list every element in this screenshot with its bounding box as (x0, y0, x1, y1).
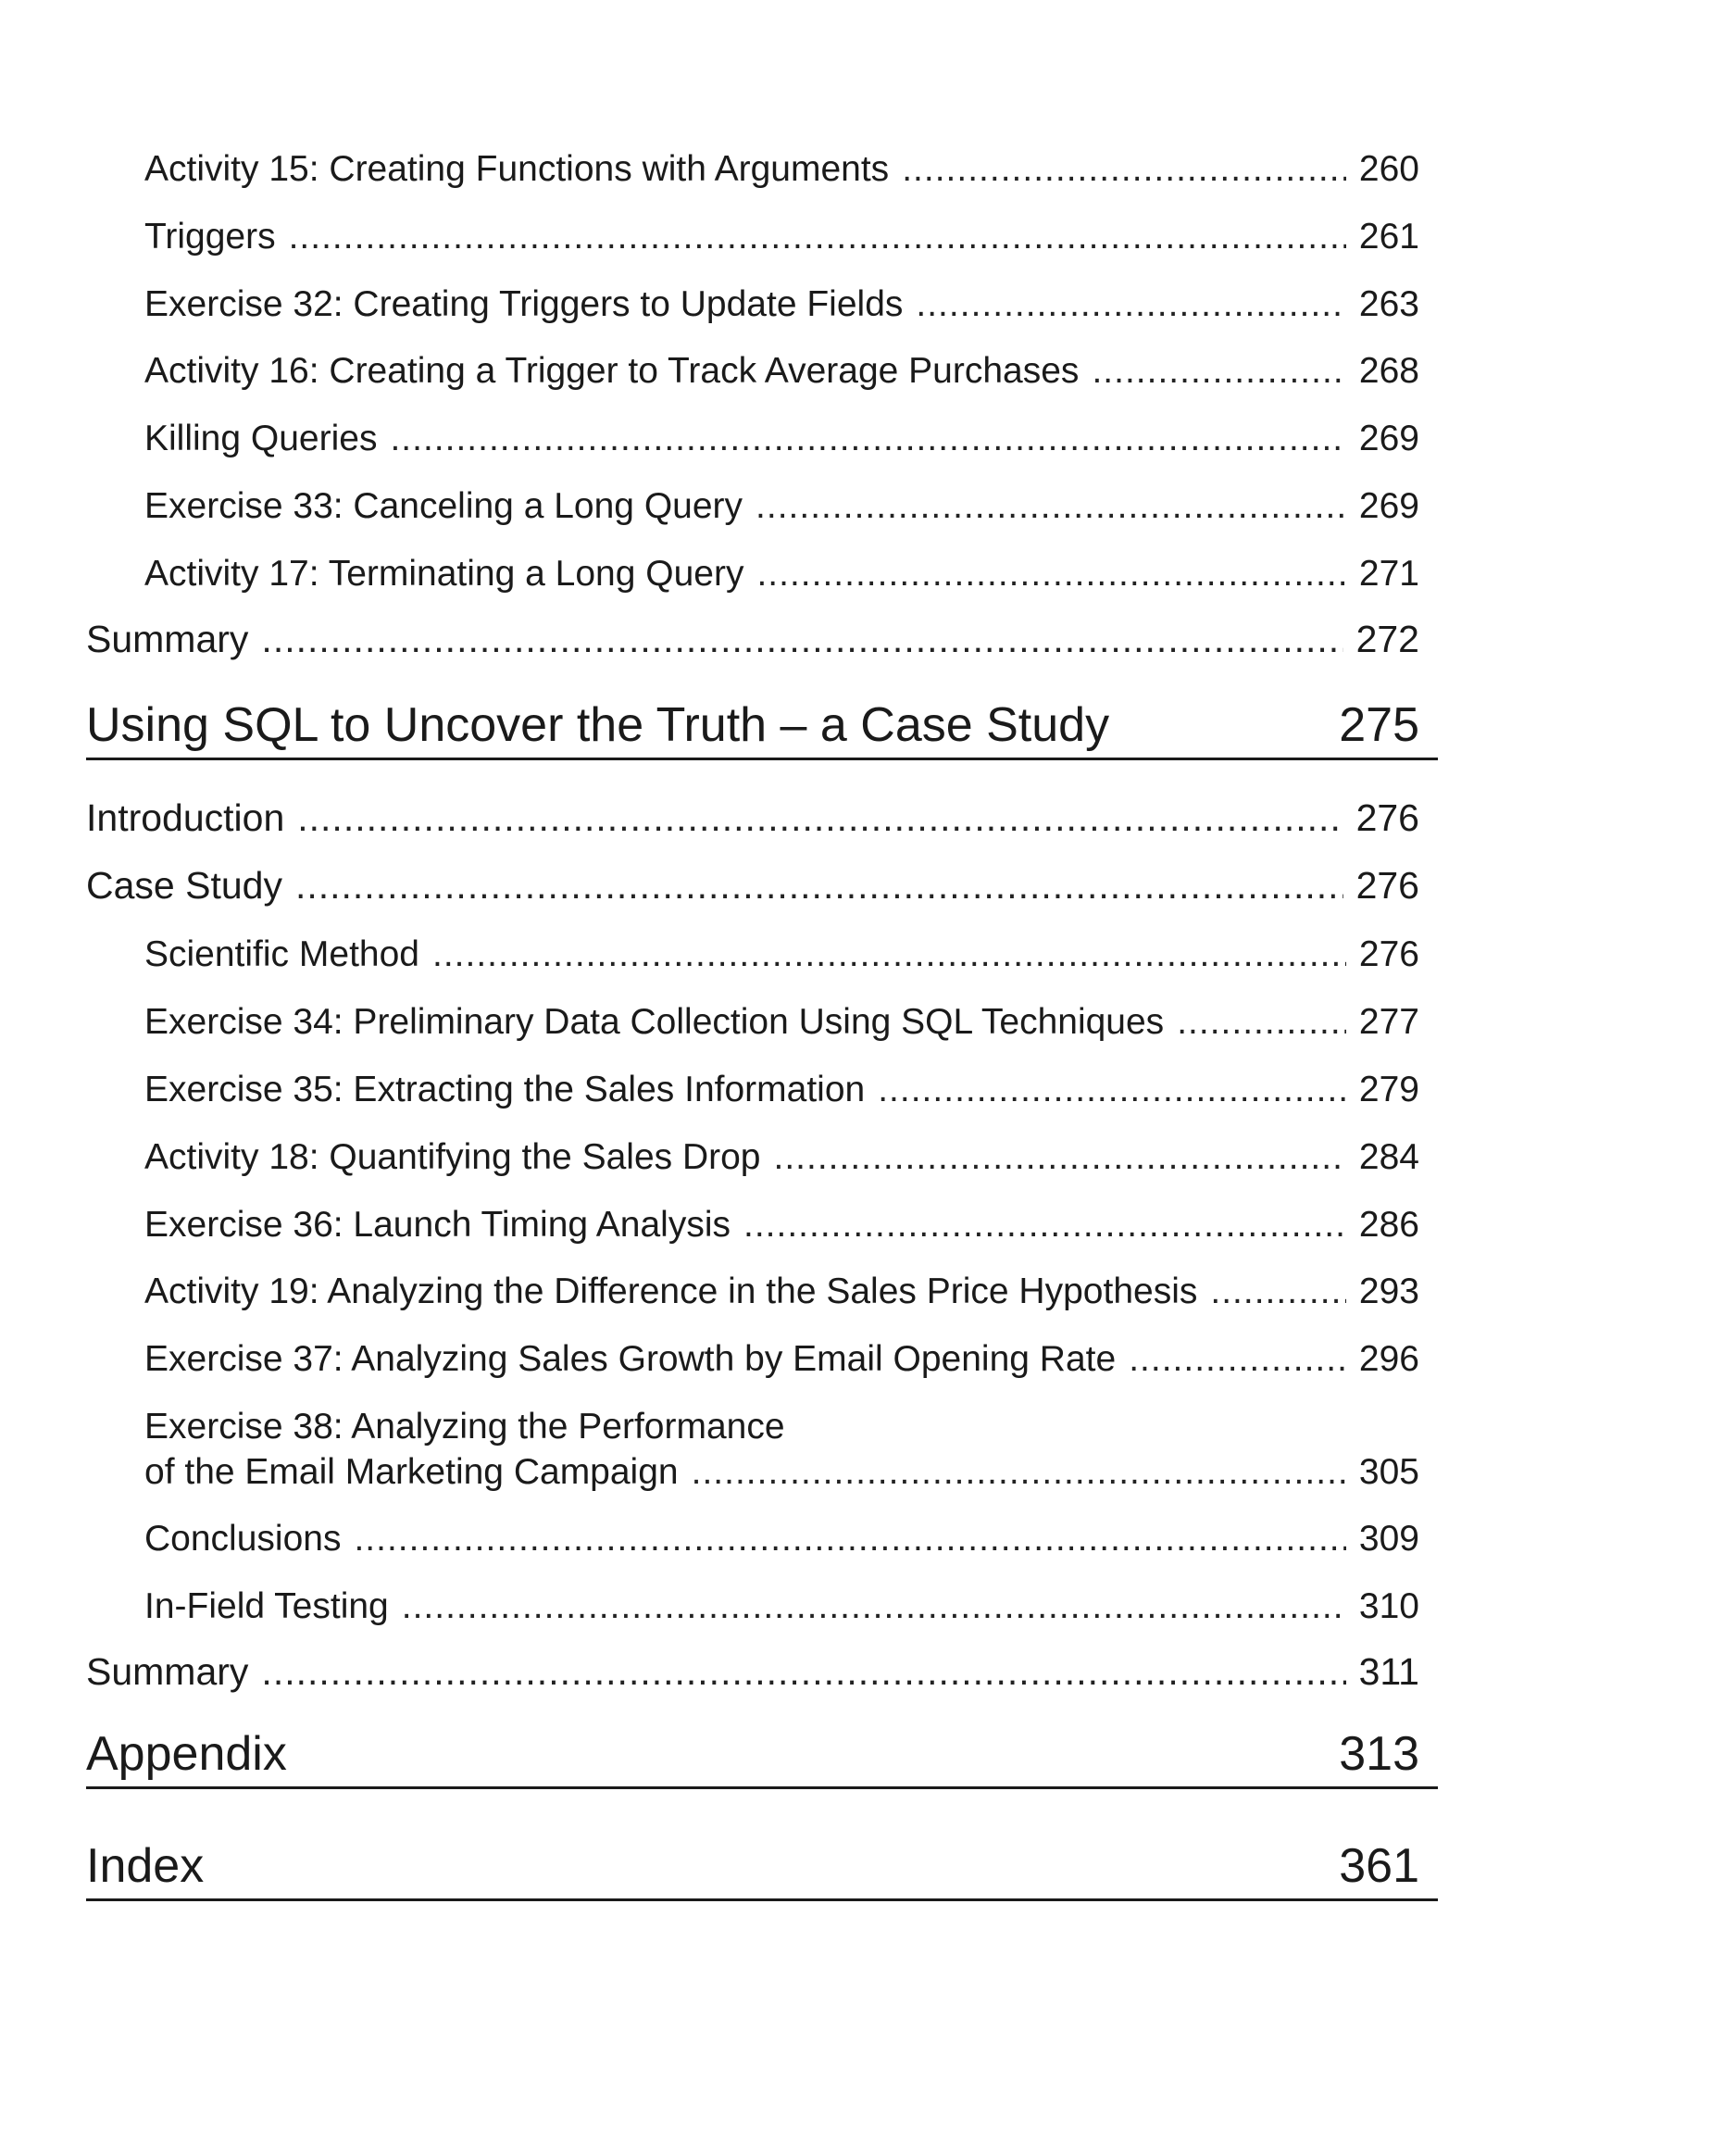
toc-entry-title: Exercise 36: Launch Timing Analysis (144, 1205, 731, 1245)
toc-entry-title: Activity 19: Analyzing the Difference in the Sales Price Hypothesis (144, 1271, 1198, 1311)
dot-leader (295, 863, 1343, 908)
dot-leader (743, 1202, 1346, 1247)
dot-leader (1129, 1336, 1346, 1382)
toc-entry[interactable] (144, 1269, 1419, 1314)
dot-leader (902, 146, 1346, 192)
toc-entry[interactable] (86, 795, 1419, 841)
toc-entry-title-line1: Exercise 38: Analyzing the Performance (144, 1407, 785, 1447)
chapter-heading-appendix[interactable] (86, 1725, 1438, 1789)
toc-entry-title: Exercise 37: Analyzing Sales Growth by Email Opening Rate (144, 1339, 1117, 1379)
toc-entry[interactable] (144, 1584, 1419, 1629)
dot-leader (354, 1516, 1345, 1561)
toc-entry-title: Conclusions (144, 1519, 342, 1559)
toc-entry-page: 269 (1358, 419, 1419, 458)
toc-entry-title: Activity 18: Quantifying the Sales Drop (144, 1137, 761, 1177)
toc-entry[interactable] (144, 551, 1419, 596)
toc-entry-line2 (144, 1449, 1419, 1495)
toc-entry-page: 271 (1358, 554, 1419, 594)
toc-entry[interactable] (144, 1202, 1419, 1247)
toc-entry-title: Activity 16: Creating a Trigger to Track Average Purchases (144, 351, 1080, 391)
toc-entry-page: 286 (1358, 1205, 1419, 1245)
toc-entry-page: 310 (1358, 1586, 1419, 1626)
toc-entry-page: 279 (1358, 1070, 1419, 1109)
chapter-page: 275 (1339, 698, 1419, 752)
toc-entry[interactable] (144, 1516, 1419, 1561)
toc-entry-page: 260 (1358, 149, 1419, 189)
toc-entry-page: 268 (1358, 351, 1419, 391)
toc-entry-title: Scientific Method (144, 934, 419, 974)
toc-entry-page: 263 (1358, 284, 1419, 324)
dot-leader (756, 483, 1346, 529)
toc-entry-title: Exercise 33: Canceling a Long Query (144, 486, 743, 526)
toc-entry[interactable] (144, 214, 1419, 259)
dot-leader (261, 1649, 1345, 1695)
toc-entry-title: Exercise 35: Extracting the Sales Information (144, 1070, 866, 1109)
toc-entry-title: Case Study (86, 864, 282, 907)
dot-leader (774, 1134, 1346, 1180)
dot-leader (1092, 348, 1345, 394)
toc-entry-title: In-Field Testing (144, 1586, 389, 1626)
toc-entry-page: 276 (1358, 934, 1419, 974)
chapter-page: 313 (1339, 1727, 1419, 1781)
dot-leader (1210, 1269, 1346, 1314)
toc-entry-title: Exercise 32: Creating Triggers to Update Fields (144, 284, 904, 324)
toc-entry[interactable] (144, 932, 1419, 977)
chapter-title: Index (86, 1839, 205, 1893)
toc-entry-page: 305 (1358, 1452, 1419, 1492)
toc-entry-title: Summary (86, 618, 249, 660)
dot-leader (916, 282, 1346, 327)
dot-leader (402, 1584, 1346, 1629)
toc-entry[interactable] (144, 1067, 1419, 1112)
toc-entry-summary[interactable] (86, 1649, 1419, 1695)
chapter-title: Appendix (86, 1727, 287, 1781)
toc-entry-page: 309 (1358, 1519, 1419, 1559)
dot-leader (261, 617, 1343, 662)
chapter-title: Using SQL to Uncover the Truth – a Case Study (86, 698, 1110, 752)
toc-entry-page: 269 (1358, 486, 1419, 526)
toc-entry[interactable] (144, 999, 1419, 1045)
toc-entry-page: 284 (1358, 1137, 1419, 1177)
toc-entry-page: 296 (1358, 1339, 1419, 1379)
toc-entry-title: Activity 17: Terminating a Long Query (144, 554, 744, 594)
toc-entry-summary[interactable] (86, 617, 1419, 662)
toc-entry-title: Activity 15: Creating Functions with Arguments (144, 149, 890, 189)
toc-entry[interactable] (144, 348, 1419, 394)
toc-entry[interactable] (144, 146, 1419, 192)
toc-entry-page: 261 (1358, 217, 1419, 257)
dot-leader (878, 1067, 1346, 1112)
dot-leader (432, 932, 1346, 977)
toc-entry[interactable] (144, 282, 1419, 327)
toc-entry-page: 293 (1358, 1271, 1419, 1311)
toc-entry-title: Introduction (86, 796, 285, 839)
toc-entry-title-line2: of the Email Marketing Campaign (144, 1452, 679, 1492)
toc-entry[interactable] (86, 863, 1419, 908)
toc-entry-page: 276 (1355, 796, 1419, 839)
dot-leader (692, 1449, 1346, 1495)
toc-entry-title: Summary (86, 1650, 249, 1693)
dot-leader (1177, 999, 1346, 1045)
toc-entry-title: Killing Queries (144, 419, 378, 458)
dot-leader (390, 416, 1345, 461)
toc-entry[interactable] (144, 1336, 1419, 1382)
chapter-heading-case-study[interactable] (86, 696, 1438, 760)
toc-entry[interactable] (144, 1134, 1419, 1180)
dot-leader (756, 551, 1345, 596)
toc-entry-title: Triggers (144, 217, 276, 257)
dot-leader (289, 214, 1346, 259)
toc-entry-page: 272 (1355, 618, 1419, 660)
chapter-page: 361 (1339, 1839, 1419, 1893)
toc-entry[interactable] (144, 1404, 1419, 1495)
toc-entry-page: 276 (1355, 864, 1419, 907)
toc-entry[interactable] (144, 416, 1419, 461)
chapter-heading-index[interactable] (86, 1837, 1438, 1901)
toc-entry-page: 277 (1358, 1002, 1419, 1042)
toc-entry-title: Exercise 34: Preliminary Data Collection Using SQL Techniques (144, 1002, 1165, 1042)
toc-entry[interactable] (144, 483, 1419, 529)
dot-leader (297, 795, 1343, 841)
toc-entry-page: 311 (1358, 1650, 1419, 1693)
